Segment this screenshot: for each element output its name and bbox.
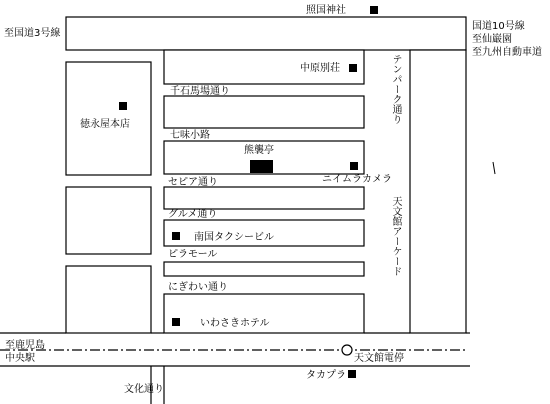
tokunagaya-marker [119, 102, 127, 110]
bunka-label: 文化通り [124, 384, 164, 395]
block-right [410, 50, 466, 333]
nangoku-taxi-label: 南国タクシービル [194, 232, 274, 243]
iwasaki-hotel-label: いわさきホテル [200, 318, 270, 329]
gourmet-label: グルメ通り [168, 209, 218, 220]
nakahara-besso-label: 中原別荘 [300, 63, 340, 74]
tokunagaya-label: 徳永屋本店 [80, 119, 130, 130]
block-top [66, 17, 466, 50]
block-center-2 [164, 96, 364, 128]
nimura-camera-marker [350, 162, 358, 170]
national-route-3-label: 至国道3号線 [4, 28, 61, 39]
block-left-3 [66, 266, 151, 333]
nakahara-besso-marker [349, 64, 357, 72]
terukuni-jinja-marker [370, 6, 378, 14]
iwasaki-hotel-marker [172, 318, 180, 326]
kumasotei-label: 熊襲亭 [244, 145, 274, 156]
kumasotei-building [250, 160, 273, 173]
terukuni-jinja-label: 照国神社 [306, 5, 346, 16]
tram-stop-marker [342, 345, 352, 355]
takapura-marker [348, 370, 356, 378]
takapura-label: タカプラ [306, 370, 346, 381]
nigiwai-label: にぎわい通り [168, 282, 228, 293]
sengoku-baba-label: 千石馬場通り [170, 86, 230, 97]
block-left-2 [66, 187, 151, 254]
temper-dori-label: テンパーク通り [390, 54, 401, 124]
tenmonkan-arcade-label: 天文館アーケード [390, 196, 401, 276]
tram-stop-label: 天文館電停 [354, 353, 404, 364]
block-center-6 [164, 262, 364, 276]
nangoku-taxi-marker [172, 232, 180, 240]
shichimi-koji-label: 七味小路 [170, 130, 210, 141]
nimura-camera-label: ニイムラカメラ [322, 174, 392, 185]
sepia-label: セピア通り [168, 177, 218, 188]
pira-mall-label: ピラモール [168, 249, 218, 260]
kagoshima-chuo-label: 至鹿児島 中央駅 [5, 340, 45, 364]
national-route-10-label: 国道10号線 至仙巌園 至九州自動車道 [472, 21, 542, 58]
block-center-4 [164, 187, 364, 209]
